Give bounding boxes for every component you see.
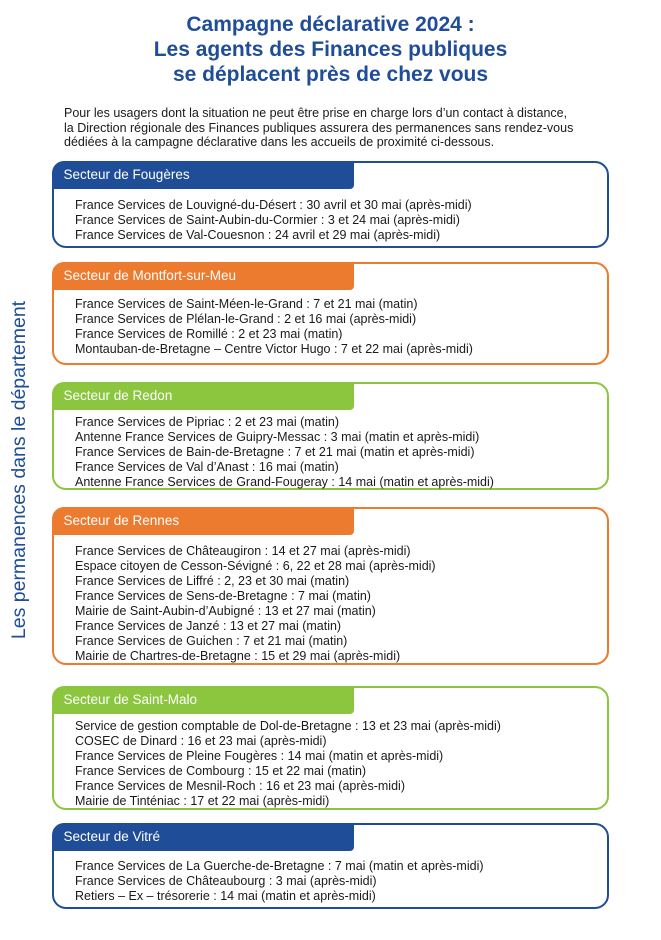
list-item: France Services de Romillé : 2 et 23 mai (matin) — [75, 327, 343, 341]
sector-title: Secteur de Fougères — [52, 161, 354, 189]
sector-vitre — [52, 823, 609, 909]
title-line: se déplacent près de chez vous — [172, 63, 489, 86]
list-item: Mairie de Tinténiac : 17 et 22 mai (après-midi) — [75, 794, 330, 808]
list-item: France Services de Châteaugiron : 14 et 27 mai (après-midi) — [75, 544, 411, 558]
list-item: France Services de Saint-Méen-le-Grand : 7 et 21 mai (matin) — [75, 297, 418, 311]
sector-title: Secteur de Montfort-sur-Meu — [52, 262, 354, 290]
list-item: France Services de Janzé : 13 et 27 mai (matin) — [75, 619, 342, 633]
intro-line: dédiées à la campagne déclarative dans les accueils de proximité ci-dessous. — [64, 135, 495, 149]
sector-title: Secteur de Vitré — [52, 823, 354, 851]
list-item: France Services de Saint-Aubin-du-Cormier : 3 et 24 mai (après-midi) — [75, 213, 460, 227]
list-item: Service de gestion comptable de Dol-de-Bretagne : 13 et 23 mai (après-midi) — [75, 719, 501, 733]
sector-title: Secteur de Redon — [52, 382, 354, 410]
sector-list — [75, 544, 436, 664]
list-item: France Services de Combourg : 15 et 22 mai (matin) — [75, 764, 367, 778]
page-title — [0, 12, 661, 87]
list-item: Antenne France Services de Grand-Fougeray : 14 mai (matin et après-midi) — [75, 475, 494, 489]
list-item: France Services de Pipriac : 2 et 23 mai (matin) — [75, 415, 339, 429]
sector-list — [75, 198, 472, 243]
sector-saint-malo — [52, 686, 609, 810]
list-item: France Services de Pleine Fougères : 14 mai (matin et après-midi) — [75, 749, 444, 763]
sector-title: Secteur de Saint-Malo — [52, 686, 354, 714]
list-item: France Services de La Guerche-de-Bretagne : 7 mai (matin et après-midi) — [75, 859, 484, 873]
list-item: France Services de Mesnil-Roch : 16 et 23 mai (après-midi) — [75, 779, 405, 793]
intro-line: la Direction régionale des Finances publiques assurera des permanences sans rendez-vous — [64, 120, 574, 135]
list-item: Mairie de Saint-Aubin-d’Aubigné : 13 et 27 mai (matin) — [75, 604, 376, 618]
sector-list — [75, 415, 494, 490]
list-item: France Services de Châteaubourg : 3 mai (après-midi) — [75, 874, 377, 888]
list-item: France Services de Val-Couesnon : 24 avril et 29 mai (après-midi) — [75, 228, 441, 242]
sector-title: Secteur de Rennes — [52, 507, 354, 535]
list-item: Antenne France Services de Guipry-Messac : 3 mai (matin et après-midi) — [75, 430, 480, 444]
title-line: Les agents des Finances publiques — [153, 38, 508, 61]
list-item: Retiers – Ex – trésorerie : 14 mai (matin et après-midi) — [75, 889, 376, 903]
list-item: France Services de Sens-de-Bretagne : 7 mai (matin) — [75, 589, 371, 603]
sector-redon — [52, 382, 609, 490]
side-label: Les permanences dans le département — [8, 300, 30, 640]
sector-montfort-sur-meu — [52, 262, 609, 365]
title-line: Campagne déclarative 2024 : — [186, 13, 475, 36]
intro-line: Pour les usagers dont la situation ne peut être prise en charge lors d’un contact à distance, — [64, 106, 568, 120]
intro-paragraph — [64, 106, 624, 150]
sector-list — [75, 719, 501, 809]
list-item: Mairie de Chartres-de-Bretagne : 15 et 29 mai (après-midi) — [75, 649, 401, 663]
sector-rennes — [52, 507, 609, 665]
sector-list — [75, 297, 473, 357]
sector-list — [75, 859, 484, 904]
sector-fougeres — [52, 161, 609, 248]
list-item: France Services de Guichen : 7 et 21 mai (matin) — [75, 634, 348, 648]
list-item: France Services de Bain-de-Bretagne : 7 et 21 mai (matin et après-midi) — [75, 445, 475, 459]
list-item: COSEC de Dinard : 16 et 23 mai (après-midi) — [75, 734, 327, 748]
list-item: France Services de Louvigné-du-Désert : 30 avril et 30 mai (après-midi) — [75, 198, 472, 212]
list-item: France Services de Plélan-le-Grand : 2 et 16 mai (après-midi) — [75, 312, 417, 326]
list-item: Espace citoyen de Cesson-Sévigné : 6, 22 et 28 mai (après-midi) — [75, 559, 436, 573]
list-item: Montauban-de-Bretagne – Centre Victor Hugo : 7 et 22 mai (après-midi) — [75, 342, 473, 356]
list-item: France Services de Val d’Anast : 16 mai (matin) — [75, 460, 339, 474]
list-item: France Services de Liffré : 2, 23 et 30 mai (matin) — [75, 574, 350, 588]
